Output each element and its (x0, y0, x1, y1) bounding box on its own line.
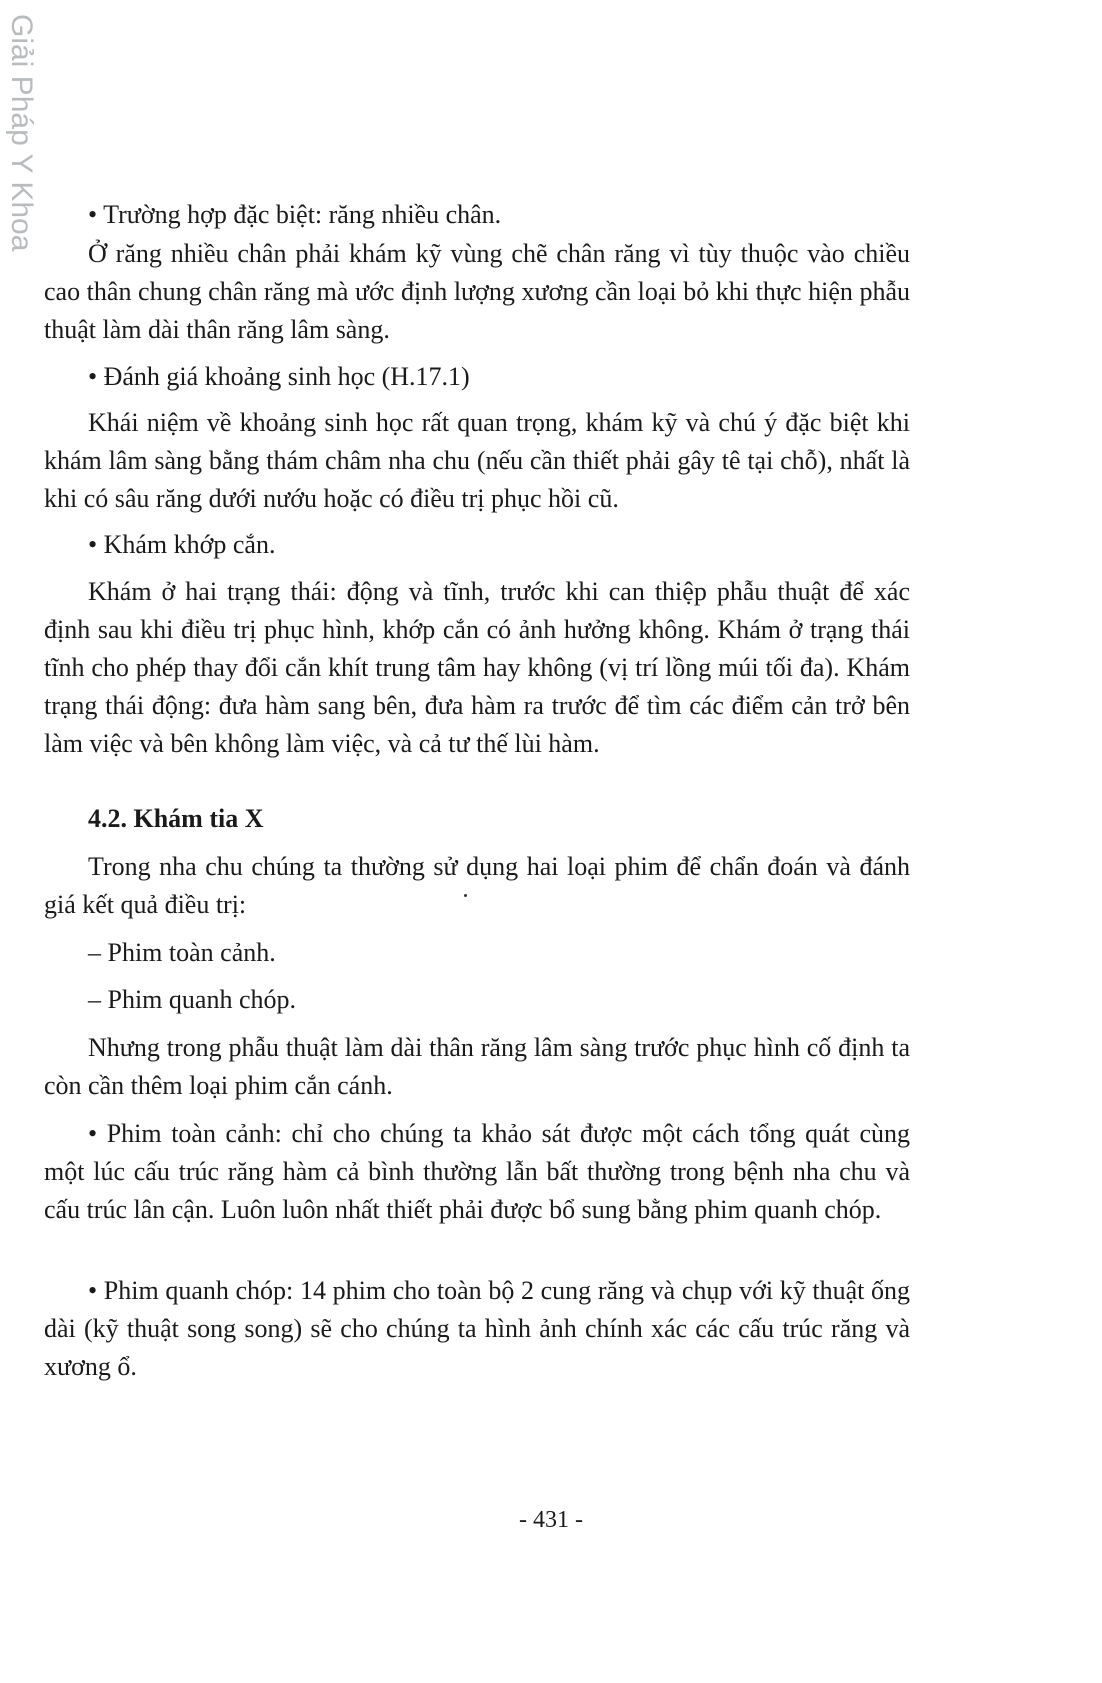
list-item-periapical: – Phim quanh chóp. (88, 985, 296, 1014)
page-number: - 431 - (519, 1507, 583, 1533)
bullet-special-case: • Trường hợp đặc biệt: răng nhiều chân. (88, 200, 502, 229)
paragraph-multi-root: Ở răng nhiều chân phải khám kỹ vùng chẽ chân răng vì tùy thuộc vào chiều cao thân chung chân răng mà ước định lượng xương cần loại bỏ khi thực hiện phẫu thuật làm dài thân răng lâm sàng. (44, 239, 910, 344)
print-speck (464, 894, 467, 897)
section-heading: 4.2. Khám tia X (88, 804, 264, 833)
bullet-periapical: • Phim quanh chóp: 14 phim cho toàn bộ 2 cung răng và chụp với kỹ thuật ống dài (kỹ thuật song song) sẽ cho chúng ta hình ảnh chính xác các cấu trúc răng và xương ổ. (44, 1276, 910, 1381)
paragraph-occlusion: Khám ở hai trạng thái: động và tĩnh, trước khi can thiệp phẫu thuật để xác định sau khi điều trị phục hình, khớp cắn có ảnh hưởng không. Khám ở trạng thái tĩnh cho phép thay đổi cắn khít trung tâm hay không (vị trí lồng múi tối đa). Khám trạng thái động: đưa hàm sang bên, đưa hàm ra trước để tìm các điểm cản trở bên làm việc và bên không làm việc, và cả tư thế lùi hàm. (44, 577, 910, 758)
paragraph-biologic-width: Khái niệm về khoảng sinh học rất quan trọng, khám kỹ và chú ý đặc biệt khi khám lâm sàng bằng thám châm nha chu (nếu cần thiết phải gây tê tại chỗ), nhất là khi có sâu răng dưới nướu hoặc có điều trị phục hồi cũ. (44, 408, 910, 513)
bullet-occlusion: • Khám khớp cắn. (88, 530, 276, 559)
paragraph-xray-intro: Trong nha chu chúng ta thường sử dụng hai loại phim để chẩn đoán và đánh giá kết quả điều trị: (44, 852, 910, 919)
watermark-text: Giải Pháp Y Khoa (5, 14, 38, 252)
list-item-panoramic: – Phim toàn cảnh. (88, 938, 276, 967)
paragraph-bitewing: Nhưng trong phẫu thuật làm dài thân răng lâm sàng trước phục hình cố định ta còn cần thêm loại phim cắn cánh. (44, 1033, 910, 1100)
bullet-biologic-width: • Đánh giá khoảng sinh học (H.17.1) (88, 362, 470, 391)
bullet-panoramic: • Phim toàn cảnh: chỉ cho chúng ta khảo sát được một cách tổng quát cùng một lúc cấu trúc răng hàm cả bình thường lẫn bất thường trong bệnh nha chu và cấu trúc lân cận. Luôn luôn nhất thiết phải được bổ sung bằng phim quanh chóp. (44, 1119, 910, 1224)
